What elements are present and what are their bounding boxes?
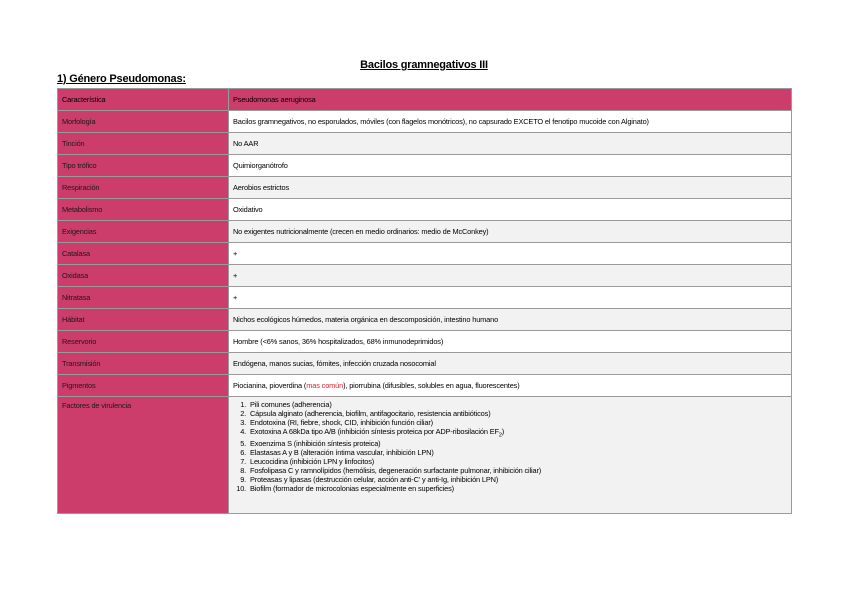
- row-property: Catalasa: [58, 243, 229, 265]
- row-property: Pigmentos: [58, 375, 229, 397]
- pseudomonas-table: [57, 88, 792, 514]
- row-value: Endógena, manos sucias, fómites, infección cruzada nosocomial: [229, 353, 792, 375]
- list-item: 1. Pili comunes (adherencia): [248, 401, 787, 410]
- pigments-value: [229, 375, 792, 397]
- header-value: Pseudomonas aeruginosa: [229, 89, 792, 111]
- document-title: Bacilos gramnegativos III: [360, 59, 488, 71]
- header-property: Característica: [58, 89, 229, 111]
- list-item: 4. Exotoxina A 68kDa tipo A/B (inhibición síntesis proteica por ADP-ribosilación $EF_2$): [248, 428, 787, 440]
- row-value: Quimiorganótrofo: [229, 155, 792, 177]
- row-value: Oxidativo: [229, 199, 792, 221]
- table-row: [58, 287, 792, 309]
- row-property: Exigencias: [58, 221, 229, 243]
- table-row: [58, 177, 792, 199]
- row-property: Respiración: [58, 177, 229, 199]
- table-row: [58, 331, 792, 353]
- row-property: Nitratasa: [58, 287, 229, 309]
- row-value: Bacilos gramnegativos, no esporulados, móviles (con flagelos monótricos), no capsurado EXCETO el fenotipo mucoide con Alginato): [229, 111, 792, 133]
- row-property: Tinción: [58, 133, 229, 155]
- row-value: +: [229, 265, 792, 287]
- table-row: [58, 265, 792, 287]
- row-value: +: [229, 287, 792, 309]
- table-row: [58, 309, 792, 331]
- row-property: Factores de virulencia: [58, 397, 229, 514]
- row-value: No exigentes nutricionalmente (crecen en medio ordinarios: medio de McConkey): [229, 221, 792, 243]
- table-header-row: [58, 89, 792, 111]
- subscript: 2: [498, 432, 502, 439]
- table-row: [58, 243, 792, 265]
- list-item: 9. Proteasas y lipasas (destrucción celular, acción anti-C' y anti-Ig, inhibición LPN): [248, 476, 787, 485]
- list-item: 10. Biofilm (formador de microcolonias especialmente en superficies): [248, 485, 787, 494]
- table-row-virulence: [58, 397, 792, 514]
- row-value: +: [229, 243, 792, 265]
- pigments-highlight: mas común: [306, 381, 344, 390]
- virulence-list: [233, 401, 787, 494]
- row-property: Morfología: [58, 111, 229, 133]
- row-property: Reservorio: [58, 331, 229, 353]
- section-title: 1) Género Pseudomonas:: [57, 73, 186, 85]
- list-item: 7. Leucocidina (inhibición LPN y linfocitos): [248, 458, 787, 467]
- row-property: Oxidasa: [58, 265, 229, 287]
- table-row-pigments: [58, 375, 792, 397]
- row-property: Metabolismo: [58, 199, 229, 221]
- table-row: [58, 199, 792, 221]
- table-row: [58, 133, 792, 155]
- table-row: [58, 221, 792, 243]
- pigments-text-before: Piocianina, pioverdina (: [233, 381, 307, 390]
- virulence-value: [229, 397, 792, 514]
- row-value: Hombre (<6% sanos, 36% hospitalizados, 68% inmunodeprimidos): [229, 331, 792, 353]
- table-row: [58, 353, 792, 375]
- list-item: 2. Cápsula alginato (adherencia, biofilm, antifagocitario, resistencia antibióticos): [248, 410, 787, 419]
- table-row: [58, 155, 792, 177]
- row-value: Nichos ecológicos húmedos, materia orgánica en descomposición, intestino humano: [229, 309, 792, 331]
- list-item: 3. Endotoxina (RI, fiebre, shock, CID, inhibición función ciliar): [248, 419, 787, 428]
- list-item: 5. Exoenzima S (inhibición síntesis proteica): [248, 440, 787, 449]
- list-item: 8. Fosfolipasa C y ramnolípidos (hemólisis, degeneración surfactante pulmonar, inhibición ciliar): [248, 467, 787, 476]
- row-value: Aerobios estrictos: [229, 177, 792, 199]
- table-row: [58, 111, 792, 133]
- row-property: Hábitat: [58, 309, 229, 331]
- row-property: Tipo trófico: [58, 155, 229, 177]
- list-item: 6. Elastasas A y B (alteración íntima vascular, inhibición LPN): [248, 449, 787, 458]
- row-property: Transmisión: [58, 353, 229, 375]
- row-value: No AAR: [229, 133, 792, 155]
- pigments-text-after: ), piorrubina (difusibles, solubles en agua, fluorescentes): [343, 381, 520, 390]
